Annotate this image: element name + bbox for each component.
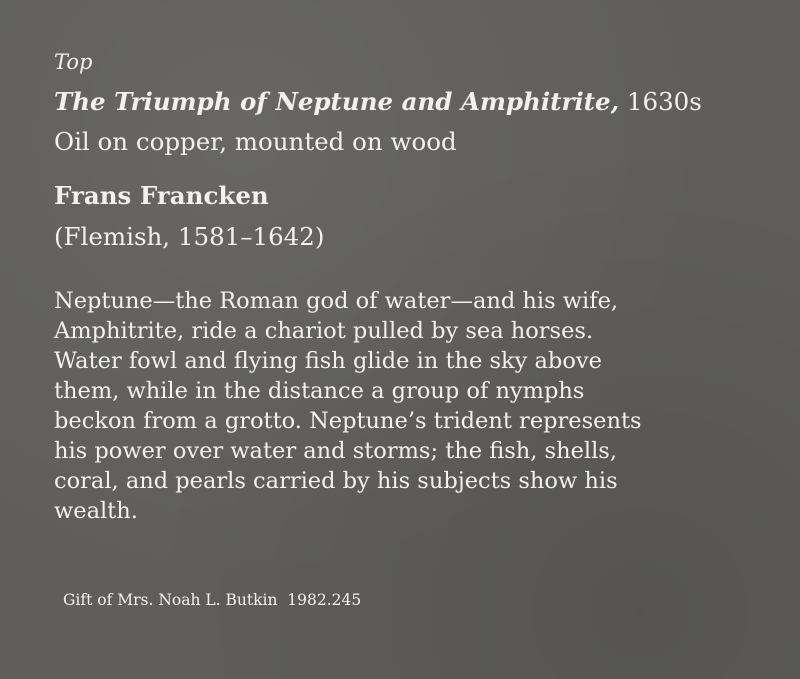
description-line: them, while in the distance a group of nymphs [54,378,585,404]
description-line: his power over water and storms; the fish, shells, [54,438,617,464]
description-line: Water fowl and flying fish glide in the sky above [54,348,602,374]
description-line: beckon from a grotto. Neptune’s trident represents [54,408,642,434]
description-line: coral, and pearls carried by his subjects show his [54,468,618,494]
artwork-medium: Oil on copper, mounted on wood [54,127,457,156]
position-note: Top [54,50,93,74]
artwork-description [54,286,774,526]
artwork-date: 1630s [626,87,702,116]
description-line: wealth. [54,498,138,524]
credit-line: Gift of Mrs. Noah L. Butkin 1982.245 [63,591,362,609]
artwork-title: The Triumph of Neptune and Amphitrite, [54,87,620,116]
description-line: Amphitrite, ride a chariot pulled by sea horses. [54,318,594,344]
artist-nationality-dates: (Flemish, 1581–1642) [54,222,325,251]
artist-name: Frans Francken [54,181,269,210]
artwork-title-line [54,87,702,116]
description-line: Neptune—the Roman god of water—and his wife, [54,288,619,314]
